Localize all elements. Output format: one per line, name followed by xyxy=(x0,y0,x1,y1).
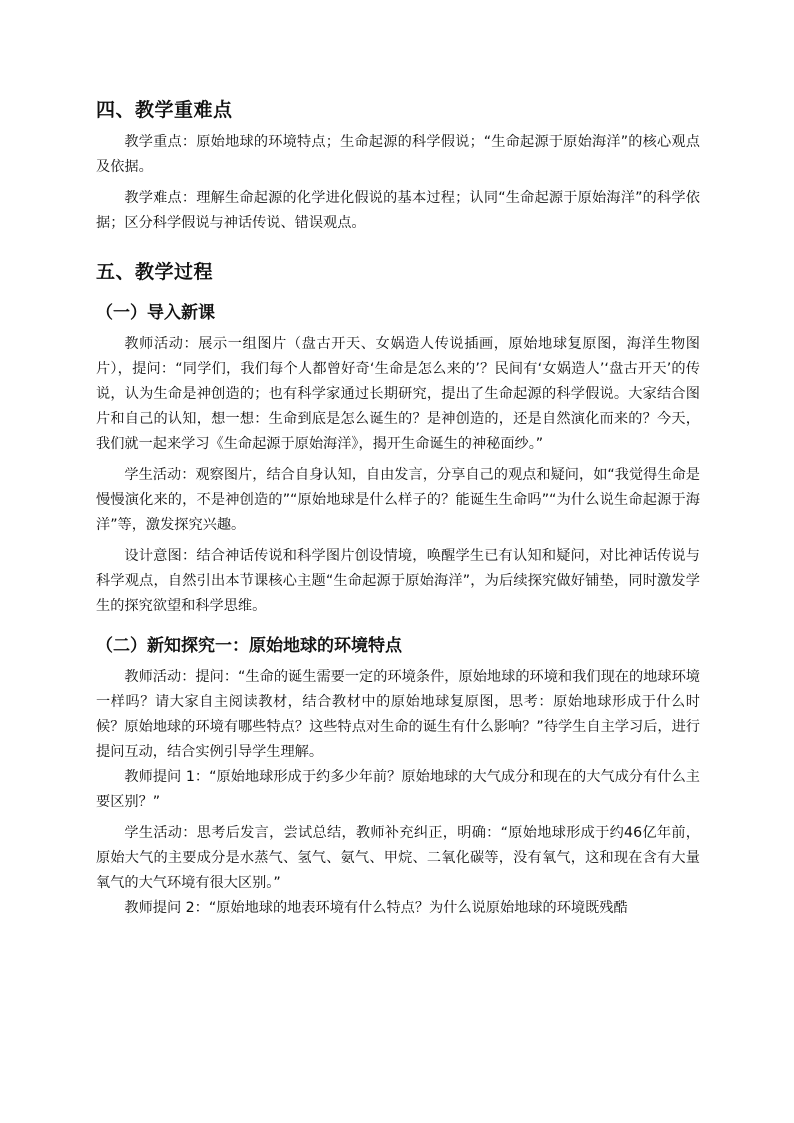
paragraph-design-intent: 设计意图：结合神话传说和科学图片创设情境，唤醒学生已有认知和疑问，对比神话传说与科学观点，自然引出本节课核心主题“生命起源于原始海洋”，为后续探究做好铺垫，同时激发学生的探究欲望和科学思维。 xyxy=(96,548,700,614)
section-heading-teaching-process: 五、教学过程 xyxy=(96,261,214,283)
paragraph-teacher-activity-exploration: 教师活动：提问：“生命的诞生需要一定的环境条件，原始地球的环境和我们现在的地球环境一样吗？请大家自主阅读教材，结合教材中的原始地球复原图，思考：原始地球形成于什么时候？原始地球的环境有哪些特点？这些特点对生命的诞生有什么影响？”待学生自主学习后，进行提问互动，结合实例引导学生理解。 xyxy=(96,669,700,760)
paragraph-teacher-activity-intro: 教师活动：展示一组图片（盘古开天、女娲造人传说插画，原始地球复原图，海洋生物图片），提问：“同学们，我们每个人都曾好奇‘生命是怎么来的’？民间有‘女娲造人’‘盘古开天’的传说，认为生命是神创造的；也有科学家通过长期研究，提出了生命起源的科学假说。大家结合图片和自己的认知，想一想：生命到底是怎么诞生的？是神创造的，还是自然演化而来的？今天，我们就一起来学习《生命起源于原始海洋》，揭开生命诞生的神秘面纱。” xyxy=(96,336,700,452)
subsection-heading-exploration-one: （二）新知探究一：原始地球的环境特点 xyxy=(96,636,402,656)
paragraph-key-points: 教学重点：原始地球的环境特点；生命起源的科学假说；“生命起源于原始海洋”的核心观点及依据。 xyxy=(96,134,700,175)
paragraph-difficult-points: 教学难点：理解生命起源的化学进化假说的基本过程；认同“生命起源于原始海洋”的科学依据；区分科学假说与神话传说、错误观点。 xyxy=(96,190,700,231)
subsection-heading-introduction: （一）导入新课 xyxy=(96,303,215,323)
paragraph-student-activity-intro: 学生活动：观察图片，结合自身认知，自由发言，分享自己的观点和疑问，如“我觉得生命是慢慢演化来的，不是神创造的”“原始地球是什么样子的？能诞生生命吗”“为什么说生命起源于海洋”等，激发探究兴趣。 xyxy=(96,467,700,533)
paragraph-teacher-question-1: 教师提问 1：“原始地球形成于约多少年前？原始地球的大气成分和现在的大气成分有什么主要区别？” xyxy=(96,769,700,810)
document-body xyxy=(96,96,700,921)
paragraph-teacher-question-2: 教师提问 2：“原始地球的地表环境有什么特点？为什么说原始地球的环境既残酷 xyxy=(124,900,628,916)
paragraph-student-answer-1: 学生活动：思考后发言，尝试总结，教师补充纠正，明确：“原始地球形成于约46亿年前，原始大气的主要成分是水蒸气、氢气、氨气、甲烷、二氧化碳等，没有氧气，这和现在含有大量氧气的大气环境有很大区别。” xyxy=(96,825,700,891)
section-heading-teaching-difficulties: 四、教学重难点 xyxy=(96,99,233,121)
